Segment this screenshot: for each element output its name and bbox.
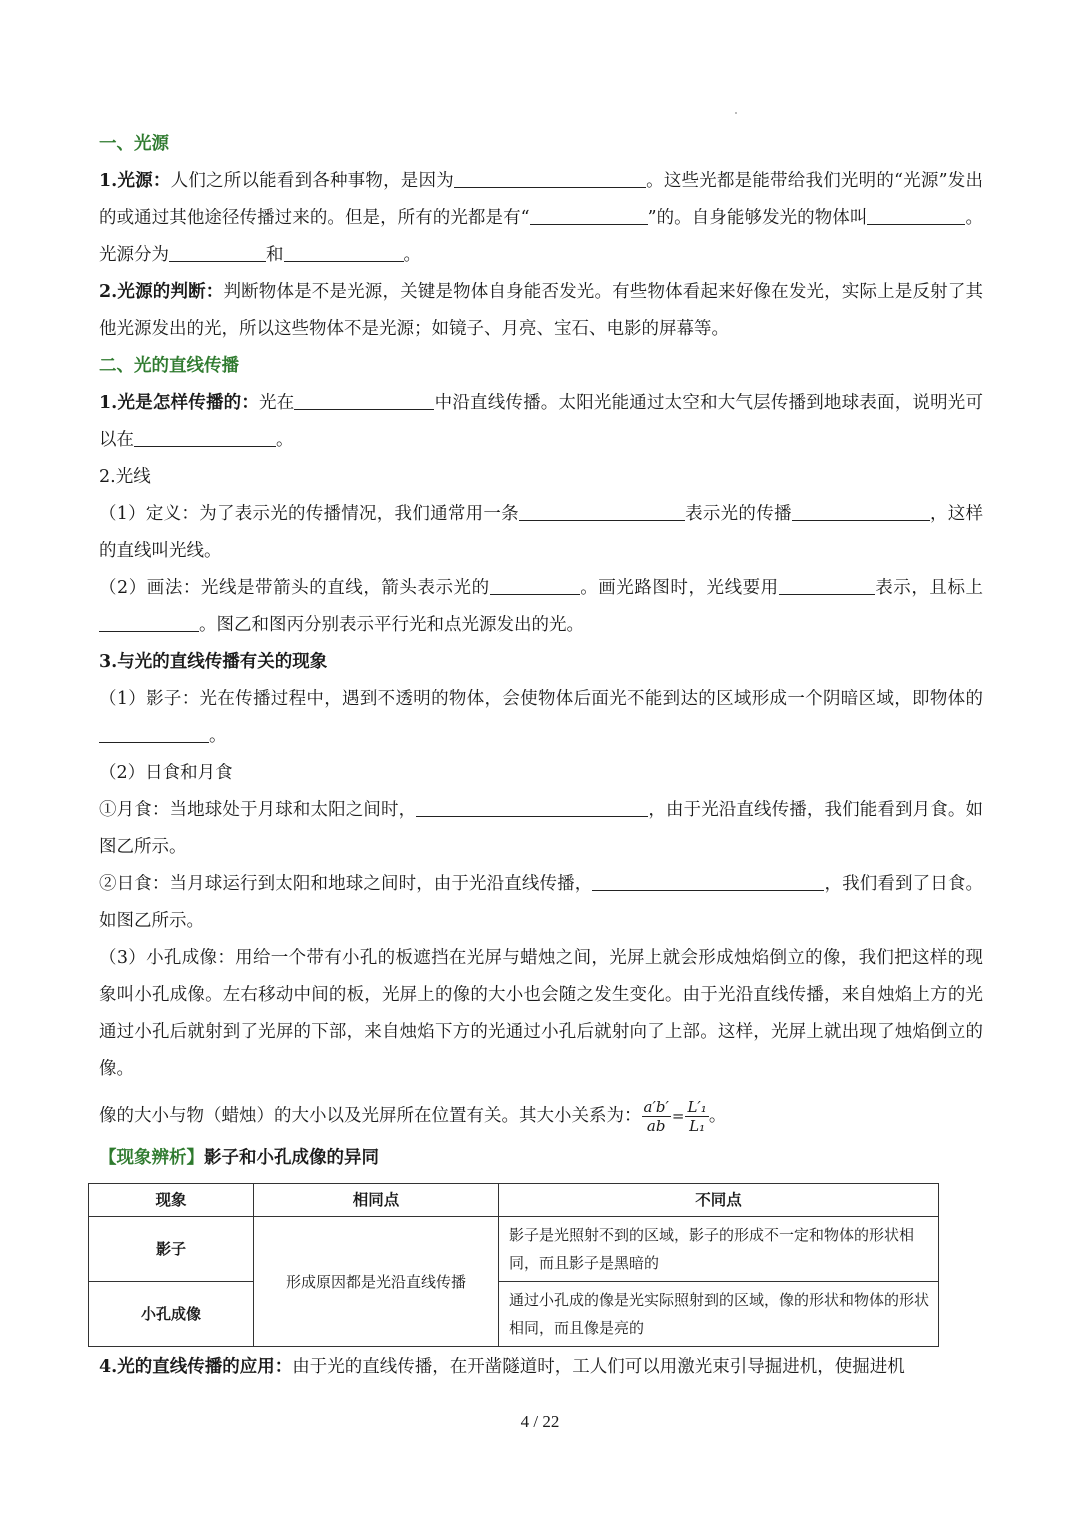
blank-line: [99, 613, 199, 632]
table-row: [89, 1217, 939, 1282]
formula-fraction-right: [685, 1098, 708, 1135]
blank-line: [294, 391, 434, 410]
blank-line: [490, 576, 580, 595]
text-run: 中沿直线传播。太阳光能通过太空和大气层传播到地球表面，说明光可以在: [99, 393, 984, 450]
analysis-tag: 【现象辨析】: [99, 1148, 204, 1168]
text-run: ，我们看到了日食。如图乙所示。: [99, 874, 984, 931]
text-run: ，这样的直线叫光线。: [99, 504, 984, 561]
blank-line: [792, 502, 930, 521]
table-row: [89, 1282, 939, 1347]
term-label: 1.光源：: [99, 171, 171, 191]
text-run: 。: [276, 430, 294, 450]
formula-denominator: L₁: [689, 1117, 706, 1135]
text-run: 。: [403, 245, 421, 265]
paragraph-light-source-judgement: [99, 274, 983, 348]
analysis-heading: [99, 1140, 983, 1177]
table-header-similarity: 相同点: [254, 1184, 499, 1217]
text-run: 由于光的直线传播，在开凿隧道时，工人们可以用激光束引导掘进机，使掘进机: [292, 1357, 905, 1377]
scan-speck: [735, 112, 737, 114]
blank-line: [134, 428, 276, 447]
text-run: 光在: [259, 393, 295, 413]
text-run: 人们之所以能看到各种事物，是因为: [170, 171, 454, 191]
table-cell-pinhole-diff: 通过小孔成的像是光实际照射到的区域，像的形状和物体的形状相同，而且像是亮的: [499, 1282, 939, 1347]
blank-line: [169, 243, 266, 262]
subheading-light-ray: 2.光线: [99, 467, 151, 487]
text-run: ”的。自身能够发光的物体叫: [647, 208, 868, 228]
paragraph-how-light-travels: [99, 385, 983, 459]
term-label: 4.光的直线传播的应用：: [99, 1357, 293, 1377]
table-cell-shadow-diff: 影子是光照射不到的区域，影子的形成不一定和物体的形状相同，而且影子是黑暗的: [499, 1217, 939, 1282]
text-run: （1）影子：光在传播过程中，遇到不透明的物体，会使物体后面光不能到达的区域形成一个阴暗区域，即物体的: [99, 689, 983, 709]
text-run: 像的大小与物（蜡烛）的大小以及光屏所在位置有关。其大小关系为：: [99, 1106, 642, 1126]
subheading-phenomena: 3.与光的直线传播有关的现象: [99, 652, 328, 672]
text-run: 判断物体是不是光源，关键是物体自身能否发光。有些物体看起来好像在发光，实际上是反射了其他光源发出的光，所以这些物体不是光源；如镜子、月亮、宝石、电影的屏幕等。: [99, 282, 983, 339]
blank-line: [284, 243, 404, 262]
page-number: 4 / 22: [520, 1412, 560, 1431]
formula-fraction-left: [642, 1098, 671, 1135]
text-run: 。画光路图时，光线要用: [579, 578, 779, 598]
table-header-phenomenon: 现象: [89, 1184, 254, 1217]
section-heading-light-source: 一、光源: [99, 134, 169, 154]
term-label: 2.光源的判断：: [99, 282, 224, 302]
term-label: 1.光是怎样传播的：: [99, 393, 260, 413]
paragraph-image-size-relation: [99, 1094, 983, 1138]
analysis-title: 影子和小孔成像的异同: [204, 1148, 379, 1168]
formula-denominator: ab: [646, 1117, 666, 1135]
document-body: [99, 126, 983, 1386]
paragraph-eclipse-title: （2）日食和月食: [99, 763, 233, 783]
paragraph-lunar-eclipse: [99, 792, 983, 866]
formula-equals: =: [671, 1107, 685, 1125]
table-cell-common: 形成原因都是光沿直线传播: [254, 1217, 499, 1347]
text-run: ②日食：当月球运行到太阳和地球之间时，由于光沿直线传播，: [99, 874, 593, 894]
text-run: 表示，且标上: [874, 578, 983, 598]
blank-line: [519, 502, 685, 521]
formula-numerator: a′b′: [643, 1098, 669, 1116]
text-run: 。图乙和图丙分别表示平行光和点光源发出的光。: [199, 615, 584, 635]
table-header-row: [89, 1184, 939, 1217]
paragraph-light-source-definition: [99, 163, 983, 274]
paragraph-pinhole-imaging: （3）小孔成像：用给一个带有小孔的板遮挡在光屏与蜡烛之间，光屏上就会形成烛焰倒立的像，我们把这样的现象叫小孔成像。左右移动中间的板，光屏上的像的大小也会随之发生变化。由于光沿直线传播，来自烛焰上方的光通过小孔后就射到了光屏的下部，来自烛焰下方的光通过小孔后就射向了上部。这样，光屏上就出现了烛焰倒立的像。: [99, 948, 983, 1079]
comparison-table: [88, 1183, 939, 1347]
paragraph-ray-definition: [99, 496, 983, 570]
table-header-difference: 不同点: [499, 1184, 939, 1217]
blank-line: [867, 206, 965, 225]
text-run: ①月食：当地球处于月球和太阳之间时，: [99, 800, 417, 820]
paragraph-shadow: [99, 681, 983, 755]
paragraph-application: [99, 1349, 983, 1386]
text-run: 和: [266, 245, 284, 265]
paragraph-ray-drawing: [99, 570, 983, 644]
blank-line: [99, 724, 209, 743]
text-run: 。这些光都是能带给我们光明的“光源”发出的或通过其他途径传播过来的。但是，所有的光都是有“: [99, 171, 983, 228]
text-run: 。光源分为: [99, 208, 984, 265]
blank-line: [592, 872, 824, 891]
text-run: 。: [708, 1106, 727, 1126]
text-run: ，由于光沿直线传播，我们能看到月食。如图乙所示。: [99, 800, 984, 857]
blank-line: [416, 798, 648, 817]
blank-line: [779, 576, 875, 595]
paragraph-solar-eclipse: [99, 866, 983, 940]
text-run: （1）定义：为了表示光的传播情况，我们通常用一条: [99, 504, 519, 524]
section-heading-linear-propagation: 二、光的直线传播: [99, 356, 239, 376]
text-run: 表示光的传播: [684, 504, 792, 524]
table-cell-pinhole: 小孔成像: [89, 1282, 254, 1347]
text-run: 。: [209, 726, 227, 746]
blank-line: [530, 206, 648, 225]
table-cell-shadow: 影子: [89, 1217, 254, 1282]
formula-numerator: L′₁: [687, 1098, 707, 1116]
blank-line: [454, 169, 646, 188]
text-run: （2）画法：光线是带箭头的直线，箭头表示光的: [99, 578, 490, 598]
